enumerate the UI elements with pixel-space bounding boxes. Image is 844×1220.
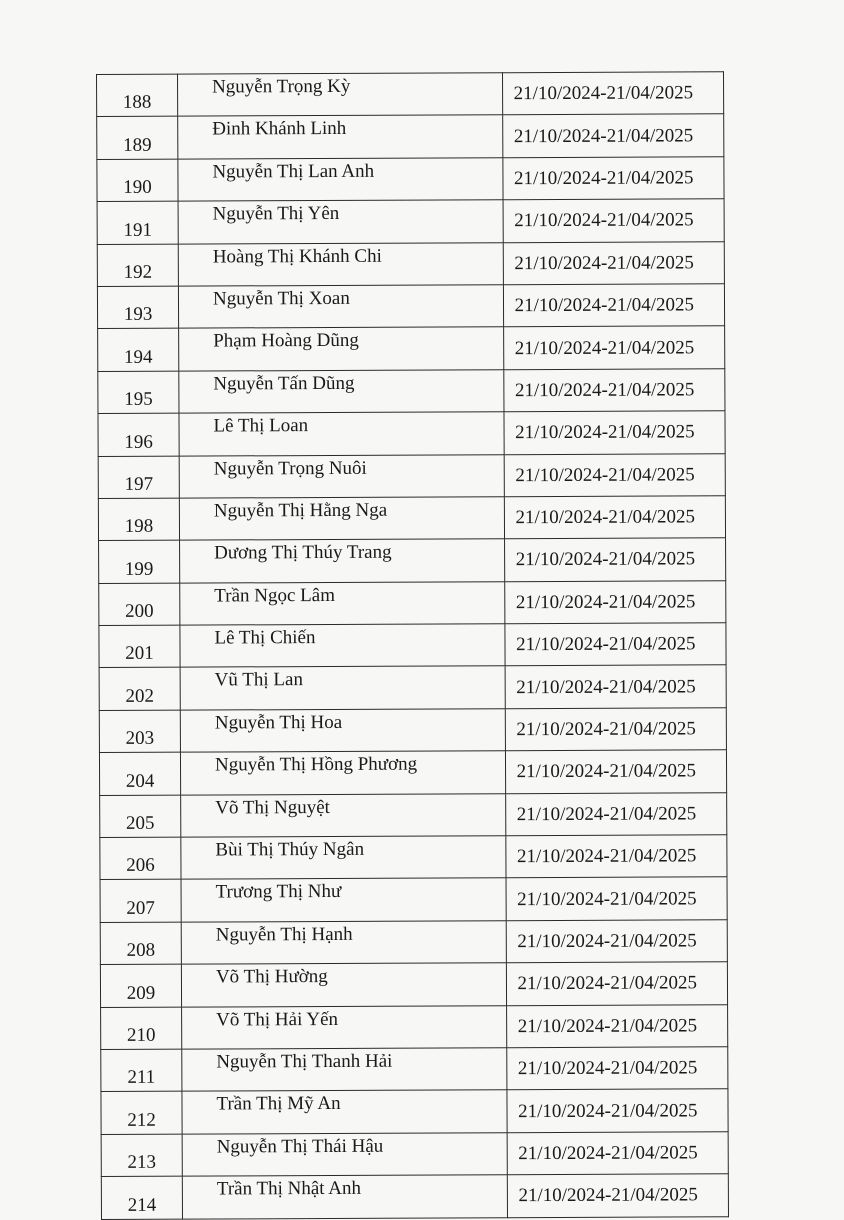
full-name: Nguyễn Trọng Nuôi	[179, 454, 504, 498]
table-row	[100, 962, 727, 1007]
date-period: 21/10/2024-21/04/2025	[505, 665, 726, 708]
date-period: 21/10/2024-21/04/2025	[506, 962, 727, 1005]
table-row	[97, 241, 724, 286]
date-period: 21/10/2024-21/04/2025	[503, 114, 724, 157]
date-period: 21/10/2024-21/04/2025	[505, 708, 726, 751]
row-number: 190	[97, 159, 178, 202]
table-row	[97, 157, 724, 202]
full-name: Nguyễn Thị Hạnh	[181, 921, 506, 965]
table-container	[96, 71, 729, 1219]
table-row	[100, 792, 727, 837]
full-name: Nguyễn Trọng Kỳ	[178, 73, 503, 117]
full-name: Nguyễn Thị Lan Anh	[178, 158, 503, 202]
table-row	[99, 580, 726, 625]
date-period: 21/10/2024-21/04/2025	[503, 241, 724, 284]
full-name: Trần Thị Nhật Anh	[182, 1175, 507, 1219]
row-number: 212	[101, 1092, 182, 1135]
full-name: Trần Thị Mỹ An	[182, 1090, 507, 1134]
table-row	[97, 284, 724, 329]
row-number: 213	[101, 1134, 182, 1177]
table-row	[100, 835, 727, 880]
table-row	[101, 1004, 728, 1049]
row-number: 191	[97, 201, 178, 244]
full-name: Lê Thị Chiến	[180, 624, 505, 668]
table-row	[97, 114, 724, 159]
row-number: 201	[99, 625, 180, 668]
date-period: 21/10/2024-21/04/2025	[504, 368, 725, 411]
row-number: 197	[98, 456, 179, 499]
row-number: 206	[100, 837, 181, 880]
full-name: Nguyễn Thị Yên	[178, 200, 503, 244]
full-name: Trương Thị Như	[181, 878, 506, 922]
full-name: Lê Thị Loan	[179, 412, 504, 456]
date-period: 21/10/2024-21/04/2025	[506, 835, 727, 878]
date-period: 21/10/2024-21/04/2025	[504, 496, 725, 539]
date-period: 21/10/2024-21/04/2025	[503, 199, 724, 242]
table-body	[97, 72, 729, 1219]
table-row	[99, 750, 726, 795]
full-name: Trần Ngọc Lâm	[180, 581, 505, 625]
date-period: 21/10/2024-21/04/2025	[502, 72, 723, 115]
date-period: 21/10/2024-21/04/2025	[507, 1047, 728, 1090]
full-name: Võ Thị Hải Yến	[182, 1005, 507, 1049]
row-number: 207	[100, 880, 181, 923]
full-name: Đinh Khánh Linh	[178, 115, 503, 159]
table-row	[100, 920, 727, 965]
table-row	[101, 1047, 728, 1092]
date-period: 21/10/2024-21/04/2025	[504, 411, 725, 454]
table-row	[101, 1132, 728, 1177]
row-number: 194	[98, 328, 179, 371]
row-number: 192	[97, 244, 178, 287]
row-number: 196	[98, 413, 179, 456]
table-row	[98, 453, 725, 498]
table-row	[97, 199, 724, 244]
full-name: Nguyễn Thị Hoa	[180, 709, 505, 753]
table-row	[99, 708, 726, 753]
date-period: 21/10/2024-21/04/2025	[506, 877, 727, 920]
date-period: 21/10/2024-21/04/2025	[504, 453, 725, 496]
table-row	[101, 1089, 728, 1134]
full-name: Nguyễn Thị Thanh Hải	[182, 1048, 507, 1092]
row-number: 199	[99, 540, 180, 583]
date-period: 21/10/2024-21/04/2025	[507, 1174, 728, 1217]
full-name: Võ Thị Nguyệt	[181, 793, 506, 837]
row-number: 202	[99, 668, 180, 711]
full-name: Võ Thị Hường	[181, 963, 506, 1007]
full-name: Hoàng Thị Khánh Chi	[178, 242, 503, 286]
date-period: 21/10/2024-21/04/2025	[503, 157, 724, 200]
date-period: 21/10/2024-21/04/2025	[507, 1132, 728, 1175]
full-name: Nguyễn Tấn Dũng	[179, 369, 504, 413]
table-row	[99, 538, 726, 583]
table-row	[99, 623, 726, 668]
date-period: 21/10/2024-21/04/2025	[503, 284, 724, 327]
row-number: 211	[101, 1049, 182, 1092]
date-period: 21/10/2024-21/04/2025	[507, 1089, 728, 1132]
row-number: 214	[101, 1176, 182, 1219]
row-number: 210	[101, 1007, 182, 1050]
table-row	[99, 665, 726, 710]
table-row	[98, 326, 725, 371]
table-row	[100, 877, 727, 922]
table-row	[98, 496, 725, 541]
table-row	[98, 368, 725, 413]
date-period: 21/10/2024-21/04/2025	[505, 580, 726, 623]
full-name: Bùi Thị Thúy Ngân	[181, 836, 506, 880]
row-number: 193	[97, 286, 178, 329]
full-name: Nguyễn Thị Xoan	[178, 285, 503, 329]
full-name: Phạm Hoàng Dũng	[179, 327, 504, 371]
date-period: 21/10/2024-21/04/2025	[506, 792, 727, 835]
date-period: 21/10/2024-21/04/2025	[505, 623, 726, 666]
row-number: 195	[98, 371, 179, 414]
full-name: Dương Thị Thúy Trang	[180, 539, 505, 583]
date-period: 21/10/2024-21/04/2025	[505, 750, 726, 793]
table-row	[98, 411, 725, 456]
full-name: Nguyễn Thị Hằng Nga	[179, 497, 504, 541]
row-number: 198	[98, 498, 179, 541]
table-row	[101, 1174, 728, 1219]
row-number: 209	[100, 964, 181, 1007]
table-row	[97, 72, 724, 117]
full-name: Vũ Thị Lan	[180, 666, 505, 710]
row-number: 208	[100, 922, 181, 965]
row-number: 203	[99, 710, 180, 753]
date-period: 21/10/2024-21/04/2025	[506, 920, 727, 963]
date-period: 21/10/2024-21/04/2025	[505, 538, 726, 581]
row-number: 200	[99, 583, 180, 626]
row-number: 188	[97, 74, 178, 117]
row-number: 189	[97, 117, 178, 160]
full-name: Nguyễn Thị Thái Hậu	[182, 1132, 507, 1176]
date-period: 21/10/2024-21/04/2025	[507, 1004, 728, 1047]
full-name: Nguyễn Thị Hồng Phương	[180, 751, 505, 795]
date-period: 21/10/2024-21/04/2025	[504, 326, 725, 369]
row-number: 205	[100, 795, 181, 838]
staff-period-table	[96, 71, 729, 1219]
row-number: 204	[99, 752, 180, 795]
